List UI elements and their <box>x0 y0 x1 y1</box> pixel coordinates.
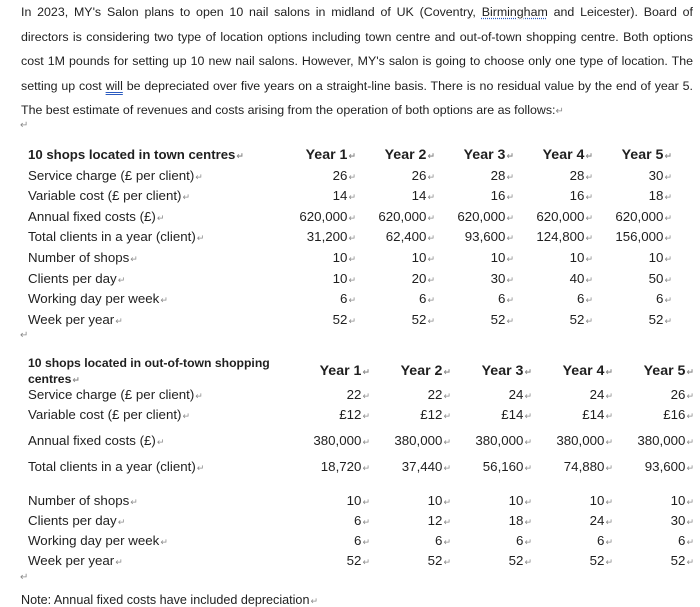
cell-value: 52↵ <box>589 553 613 568</box>
cell-value: 26↵ <box>411 167 435 183</box>
cell-value: 10↵ <box>346 493 370 508</box>
paragraph-mark-icon: ↵ <box>20 330 29 341</box>
cell-value: 22↵ <box>427 387 451 402</box>
cell-value: 28↵ <box>490 167 514 183</box>
cell-value: 380,000↵ <box>637 433 694 448</box>
cell-value: 52↵ <box>648 311 672 327</box>
cell-value: 620,000↵ <box>457 208 514 224</box>
year-header: Year 2↵ <box>384 147 435 163</box>
cell-value: 24↵ <box>589 387 613 402</box>
cell-value: 10↵ <box>332 249 356 265</box>
will-word: will <box>105 78 123 93</box>
row-label: Annual fixed costs (£)↵ <box>28 208 165 224</box>
intro-text-3: be depreciated over five years on a straight-line basis. There is no residual value by the end of year 5. The best estimate of revenues and costs arising from the operation of both options are as follows: <box>21 78 693 118</box>
row-label: Total clients in a year (client)↵ <box>28 229 205 245</box>
cell-value: 620,000↵ <box>536 208 593 224</box>
row-label: Clients per day↵ <box>28 270 126 286</box>
cell-value: £14↵ <box>582 407 613 422</box>
intro-paragraph <box>21 0 693 125</box>
paragraph-mark-icon: ↵ <box>20 120 29 131</box>
cell-value: 6↵ <box>597 533 613 548</box>
cell-value: 56,160↵ <box>482 459 532 474</box>
cell-value: 14↵ <box>332 188 356 204</box>
cell-value: 10↵ <box>670 493 694 508</box>
year-header: Year 3↵ <box>481 363 532 379</box>
cell-value: 22↵ <box>346 387 370 402</box>
row-label: Annual fixed costs (£)↵ <box>28 433 165 448</box>
cell-value: 93,600↵ <box>464 229 514 245</box>
cell-value: 380,000↵ <box>313 433 370 448</box>
cell-value: 124,800↵ <box>536 229 593 245</box>
cell-value: 30↵ <box>648 167 672 183</box>
cell-value: 50↵ <box>648 270 672 286</box>
cell-value: 6↵ <box>678 533 694 548</box>
cell-value: 31,200↵ <box>306 229 356 245</box>
cell-value: £16↵ <box>663 407 694 422</box>
cell-value: 10↵ <box>589 493 613 508</box>
cell-value: 6↵ <box>419 291 435 307</box>
cell-value: 10↵ <box>648 249 672 265</box>
row-label: Number of shops↵ <box>28 493 138 508</box>
cell-value: 6↵ <box>498 291 514 307</box>
paragraph-mark-icon: ↵ <box>555 106 564 118</box>
cell-value: 52↵ <box>670 553 694 568</box>
year-header: Year 3↵ <box>463 147 514 163</box>
cell-value: 20↵ <box>411 270 435 286</box>
cell-value: 6↵ <box>577 291 593 307</box>
row-label: Service charge (£ per client)↵ <box>28 167 203 183</box>
cell-value: 380,000↵ <box>475 433 532 448</box>
row-label: Clients per day↵ <box>28 513 126 528</box>
cell-value: 18↵ <box>648 188 672 204</box>
cell-value: 18↵ <box>508 513 532 528</box>
cell-value: 6↵ <box>435 533 451 548</box>
intro-text-2: and Leicester). Board of directors is considering two type of location options including town centre and out-of-town shopping centre. Both options cost 1M pounds for setting up 10 new nail salons. However, MY's salon is going to choose only one type of location. The setting up cost <box>21 5 693 93</box>
cell-value: 620,000↵ <box>615 208 672 224</box>
row-label: Week per year↵ <box>28 311 123 327</box>
year-header: Year 1↵ <box>319 363 370 379</box>
cell-value: 26↵ <box>670 387 694 402</box>
cell-value: 30↵ <box>670 513 694 528</box>
year-header: Year 4↵ <box>562 363 613 379</box>
cell-value: £12↵ <box>339 407 370 422</box>
row-label: Working day per week↵ <box>28 533 168 548</box>
year-header: Year 5↵ <box>643 363 694 379</box>
intro-text-1: In 2023, MY's Salon plans to open 10 nail salons in midland of UK (Coventry, <box>21 5 482 19</box>
year-header: Year 2↵ <box>400 363 451 379</box>
cell-value: 10↵ <box>411 249 435 265</box>
cell-value: 10↵ <box>332 270 356 286</box>
row-label: Total clients in a year (client)↵ <box>28 459 205 474</box>
cell-value: 52↵ <box>490 311 514 327</box>
cell-value: 16↵ <box>490 188 514 204</box>
cell-value: 14↵ <box>411 188 435 204</box>
cell-value: 52↵ <box>346 553 370 568</box>
cell-value: 6↵ <box>340 291 356 307</box>
cell-value: 380,000↵ <box>394 433 451 448</box>
table-title: 10 shops located in town centres↵ <box>28 147 244 162</box>
cell-value: 620,000↵ <box>378 208 435 224</box>
table-title: 10 shops located in out-of-town shopping centres↵ <box>28 356 270 386</box>
cell-value: 37,440↵ <box>401 459 451 474</box>
cell-value: 16↵ <box>569 188 593 204</box>
cell-value: 52↵ <box>411 311 435 327</box>
cell-value: £12↵ <box>420 407 451 422</box>
cell-value: 52↵ <box>508 553 532 568</box>
row-label: Week per year↵ <box>28 553 123 568</box>
cell-value: 52↵ <box>332 311 356 327</box>
cell-value: 18,720↵ <box>320 459 370 474</box>
year-header: Year 1↵ <box>305 147 356 163</box>
cell-value: 40↵ <box>569 270 593 286</box>
cell-value: 30↵ <box>490 270 514 286</box>
footnote: Note: Annual fixed costs have included depreciation↵ <box>21 593 318 607</box>
cell-value: 10↵ <box>490 249 514 265</box>
row-label: Variable cost (£ per client)↵ <box>28 407 191 422</box>
row-label: Number of shops↵ <box>28 249 138 265</box>
cell-value: 26↵ <box>332 167 356 183</box>
cell-value: 6↵ <box>656 291 672 307</box>
cell-value: 6↵ <box>354 533 370 548</box>
cell-value: 156,000↵ <box>615 229 672 245</box>
year-header: Year 4↵ <box>542 147 593 163</box>
cell-value: 10↵ <box>427 493 451 508</box>
cell-value: £14↵ <box>501 407 532 422</box>
cell-value: 28↵ <box>569 167 593 183</box>
cell-value: 93,600↵ <box>644 459 694 474</box>
cell-value: 52↵ <box>569 311 593 327</box>
cell-value: 74,880↵ <box>563 459 613 474</box>
paragraph-mark-icon: ↵ <box>20 572 29 583</box>
cell-value: 24↵ <box>589 513 613 528</box>
cell-value: 380,000↵ <box>556 433 613 448</box>
year-header: Year 5↵ <box>621 147 672 163</box>
cell-value: 620,000↵ <box>299 208 356 224</box>
birmingham-word: Birmingham <box>481 5 548 19</box>
cell-value: 62,400↵ <box>385 229 435 245</box>
cell-value: 10↵ <box>569 249 593 265</box>
row-label: Service charge (£ per client)↵ <box>28 387 203 402</box>
cell-value: 10↵ <box>508 493 532 508</box>
cell-value: 12↵ <box>427 513 451 528</box>
row-label: Variable cost (£ per client)↵ <box>28 188 191 204</box>
cell-value: 52↵ <box>427 553 451 568</box>
row-label: Working day per week↵ <box>28 291 168 307</box>
cell-value: 24↵ <box>508 387 532 402</box>
cell-value: 6↵ <box>354 513 370 528</box>
cell-value: 6↵ <box>516 533 532 548</box>
